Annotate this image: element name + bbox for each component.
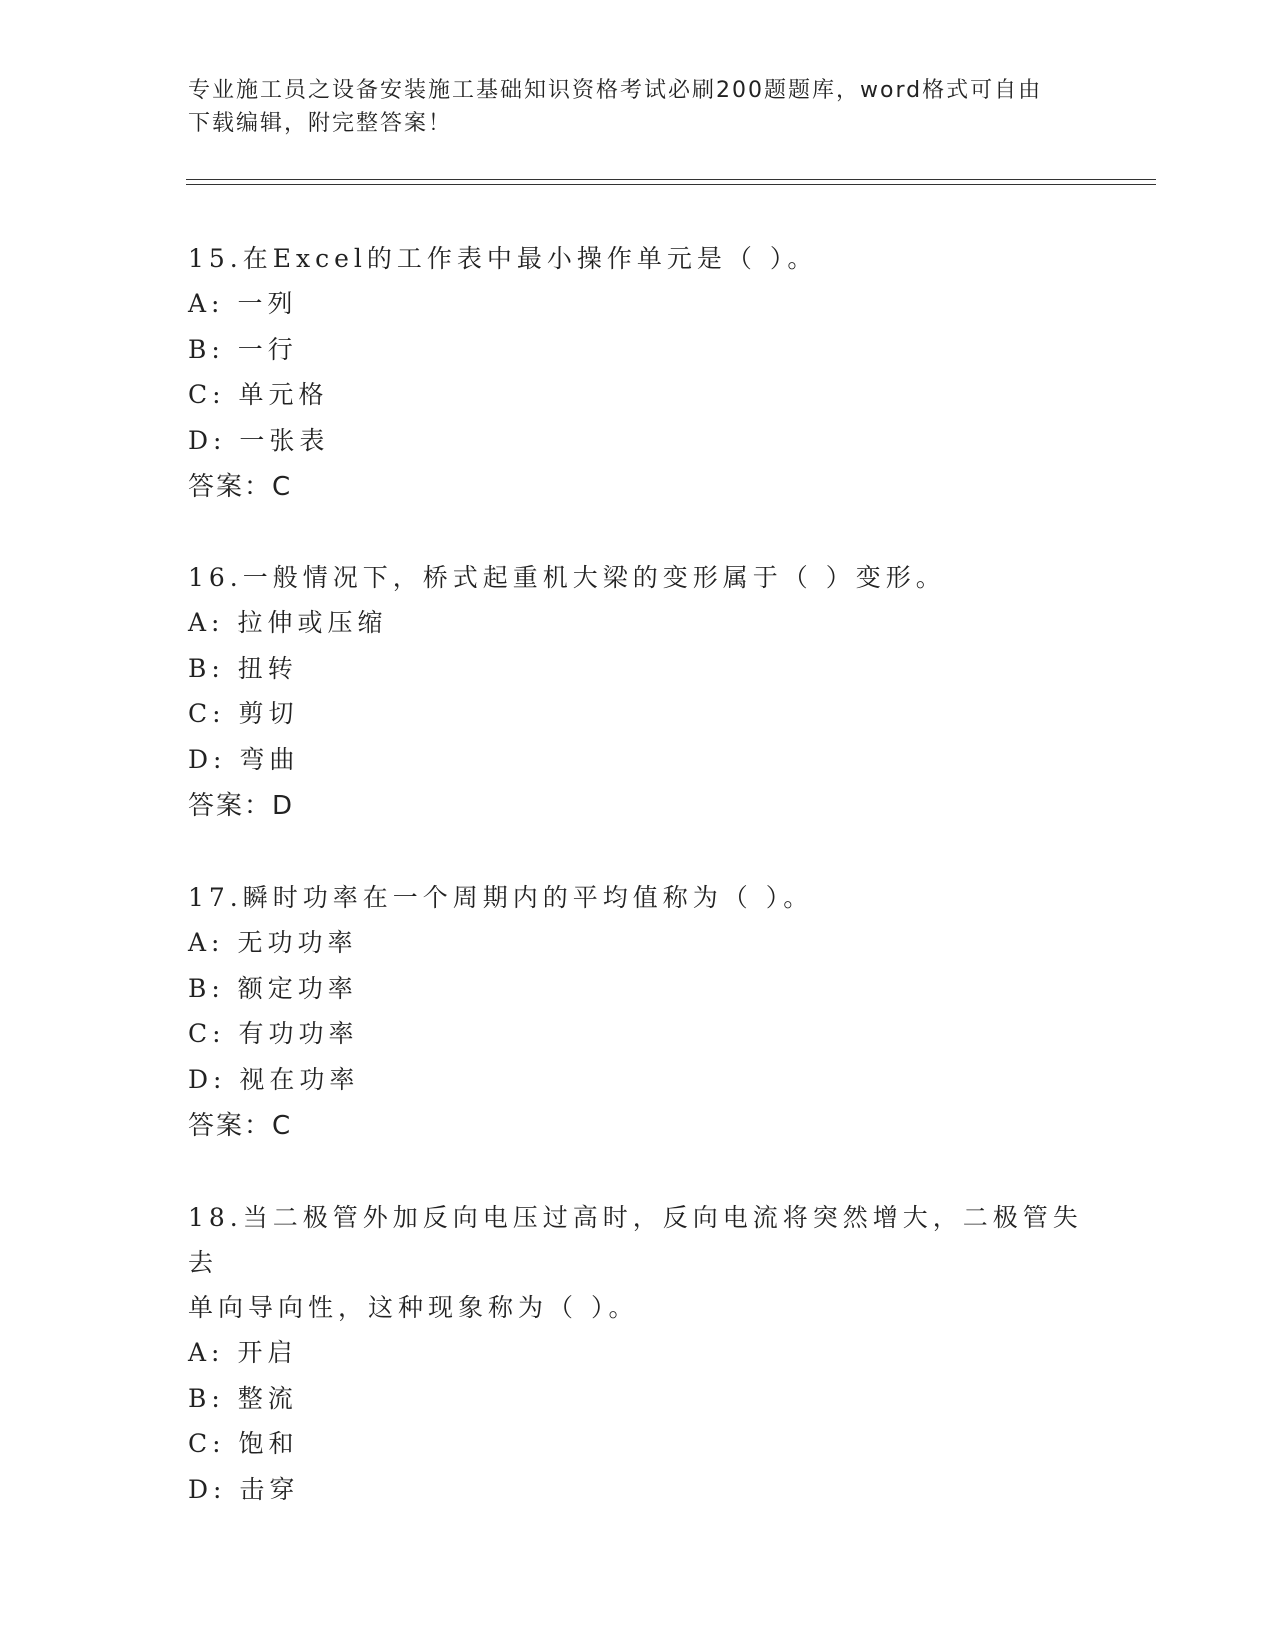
option-letter: A: xyxy=(188,608,225,637)
option-c xyxy=(188,372,1088,418)
option-letter: C: xyxy=(188,380,226,409)
question-15 xyxy=(188,236,1088,510)
answer-line: 答案：C xyxy=(188,472,293,502)
option-text: 有功功率 xyxy=(238,1019,359,1048)
option-letter: B: xyxy=(188,1383,225,1413)
option-letter: B: xyxy=(188,653,225,683)
option-text: 饱和 xyxy=(238,1429,299,1458)
question-stem-line-1: 18.当二极管外加反向电压过高时，反向电流将突然增大，二极管失去 xyxy=(188,1203,1083,1277)
option-letter: A: xyxy=(188,289,225,318)
option-letter: A: xyxy=(188,1338,225,1367)
header-line-1: 专业施工员之设备安装施工基础知识资格考试必刷200题题库，word格式可自由 xyxy=(188,78,1043,103)
option-c xyxy=(188,691,1088,737)
question-16 xyxy=(188,555,1088,829)
option-letter: D: xyxy=(188,1064,227,1094)
option-b xyxy=(188,327,1088,373)
option-a xyxy=(188,920,1088,966)
option-letter: A: xyxy=(188,928,225,957)
option-b xyxy=(188,966,1088,1012)
option-text: 视在功率 xyxy=(239,1064,360,1094)
header-line-2: 下载编辑，附完整答案！ xyxy=(188,111,453,136)
option-letter: D: xyxy=(188,744,227,774)
option-text: 开启 xyxy=(237,1338,298,1367)
option-d xyxy=(188,418,1088,464)
option-letter: C: xyxy=(188,1429,226,1458)
option-text: 剪切 xyxy=(238,699,299,728)
option-text: 额定功率 xyxy=(237,973,358,1003)
header-rule-top xyxy=(186,179,1156,180)
option-text: 单元格 xyxy=(238,380,329,409)
option-c xyxy=(188,1421,1088,1467)
question-stem: 15.在Excel的工作表中最小操作单元是（ ）。 xyxy=(188,244,818,273)
option-letter: B: xyxy=(188,973,225,1003)
option-a xyxy=(188,281,1088,327)
option-text: 一列 xyxy=(237,289,298,318)
option-d xyxy=(188,1057,1088,1103)
question-stem: 17.瞬时功率在一个周期内的平均值称为（ ）。 xyxy=(188,883,814,912)
question-stem: 16.一般情况下，桥式起重机大梁的变形属于（ ）变形。 xyxy=(188,563,946,592)
option-letter: C: xyxy=(188,699,226,728)
question-stem-line-2: 单向导向性，这种现象称为（ ）。 xyxy=(188,1293,639,1322)
option-b xyxy=(188,646,1088,692)
option-text: 一张表 xyxy=(239,425,330,455)
option-c xyxy=(188,1011,1088,1057)
answer-line: 答案：D xyxy=(188,791,295,821)
option-letter: B: xyxy=(188,334,225,364)
header-rule-bottom xyxy=(186,184,1156,185)
question-17 xyxy=(188,875,1088,1149)
option-text: 整流 xyxy=(237,1383,298,1413)
question-18 xyxy=(188,1195,1088,1512)
option-a xyxy=(188,1330,1088,1376)
option-letter: D: xyxy=(188,1474,227,1504)
document-header xyxy=(188,74,1088,140)
option-text: 一行 xyxy=(237,334,298,364)
option-a xyxy=(188,600,1088,646)
option-letter: C: xyxy=(188,1019,226,1048)
option-text: 扭转 xyxy=(237,653,298,683)
option-text: 拉伸或压缩 xyxy=(237,608,388,637)
option-b xyxy=(188,1376,1088,1422)
option-text: 弯曲 xyxy=(239,744,300,774)
option-text: 击穿 xyxy=(239,1474,300,1504)
option-letter: D: xyxy=(188,425,227,455)
option-d xyxy=(188,737,1088,783)
option-d xyxy=(188,1467,1088,1513)
answer-line: 答案：C xyxy=(188,1111,293,1141)
option-text: 无功功率 xyxy=(237,928,358,957)
